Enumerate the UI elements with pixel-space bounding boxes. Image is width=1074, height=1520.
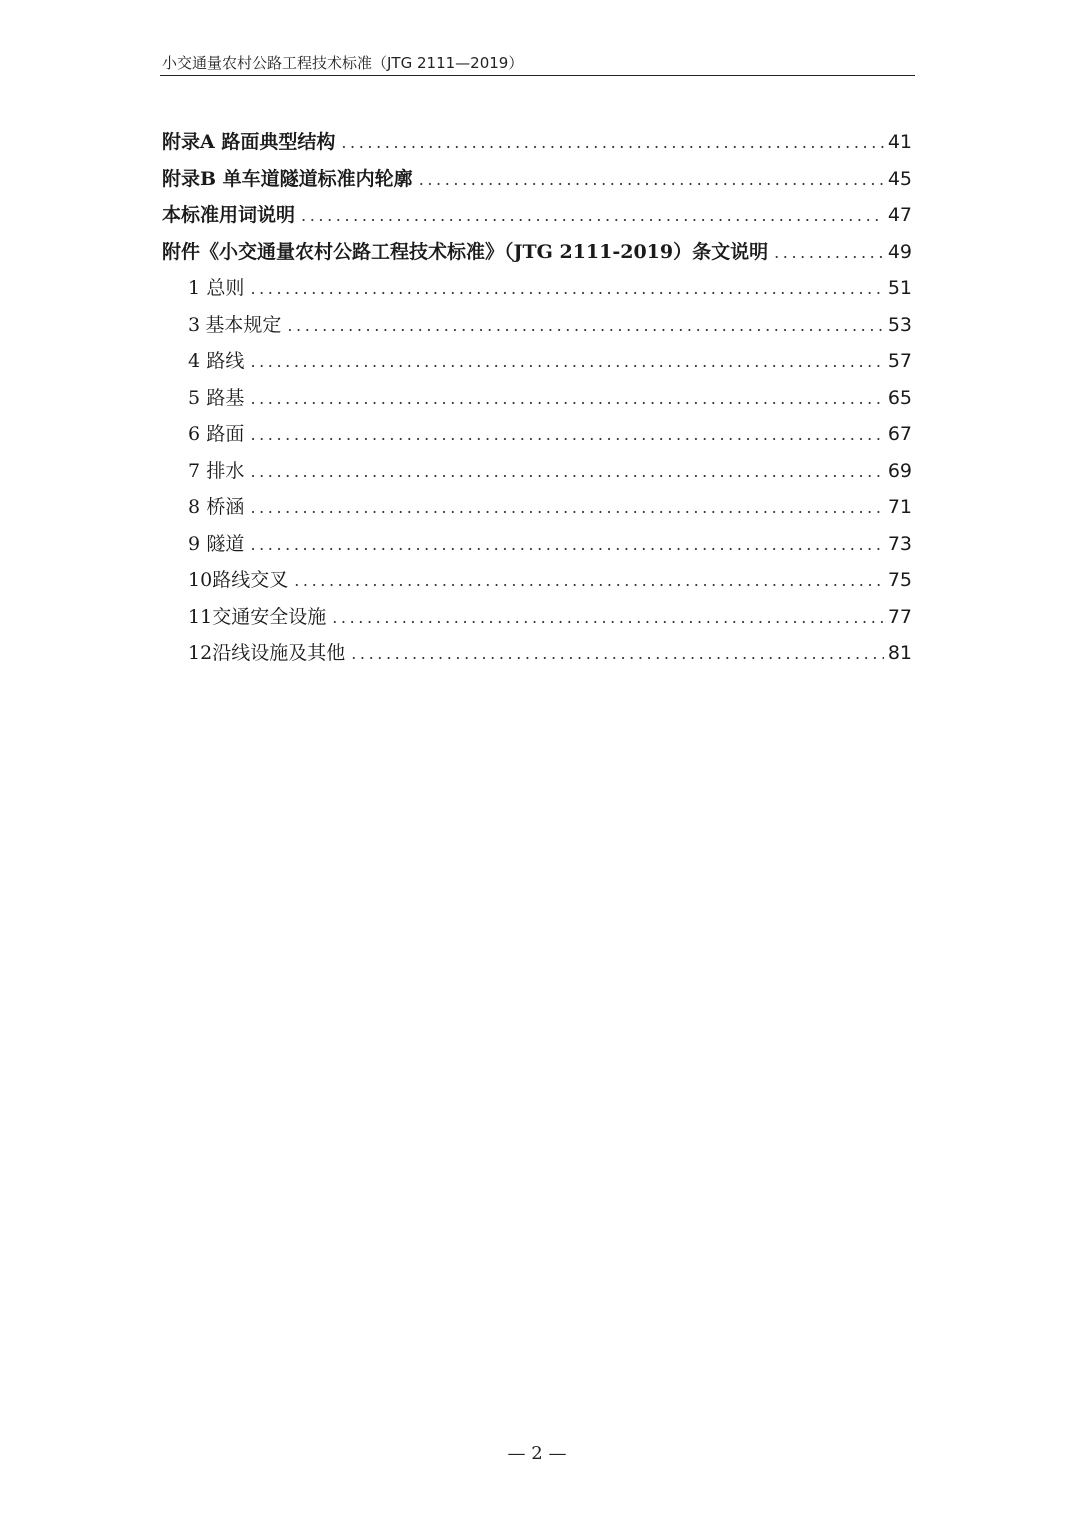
leader-dots xyxy=(287,316,883,335)
toc-entry-number: 10 xyxy=(188,569,213,591)
toc-entry-page: 45 xyxy=(887,167,912,190)
toc-entry-number: 1 xyxy=(188,277,201,299)
toc-entry-title: 附录B 单车道隧道标准内轮廓 xyxy=(162,167,413,190)
toc-entry-page: 51 xyxy=(887,277,912,299)
toc-entry-title: 桥涵 xyxy=(206,496,245,518)
leader-dots xyxy=(250,462,883,481)
toc-entry[interactable] xyxy=(162,383,912,420)
page-footer xyxy=(0,1443,1074,1464)
toc-entry[interactable] xyxy=(162,200,912,237)
toc-entry-title: 总则 xyxy=(206,277,245,299)
toc-entry-page: 73 xyxy=(887,532,912,555)
toc-entry-page: 71 xyxy=(887,496,912,518)
leader-dots xyxy=(341,133,883,152)
toc-entry-page: 77 xyxy=(887,605,912,628)
toc-entry-number: 4 xyxy=(188,350,201,372)
toc-entry-number: 8 xyxy=(188,496,201,518)
toc-entry-number: 5 xyxy=(188,386,201,409)
table-of-contents xyxy=(162,127,912,675)
leader-dots xyxy=(332,608,884,627)
toc-entry-page: 53 xyxy=(887,313,912,336)
toc-entry[interactable] xyxy=(162,529,912,566)
toc-entry-number: 9 xyxy=(188,532,201,555)
toc-entry-title: 排水 xyxy=(206,459,245,482)
toc-entry[interactable] xyxy=(162,602,912,639)
leader-dots xyxy=(250,498,883,517)
toc-entry-title: 路面 xyxy=(206,423,245,445)
toc-entry-title: 附件《小交通量农村公路工程技术标准》（JTG 2111-2019）条文说明 xyxy=(162,240,769,263)
toc-entry-page: 67 xyxy=(887,423,912,445)
page-header xyxy=(160,50,915,76)
toc-entry-title: 本标准用词说明 xyxy=(162,204,296,226)
leader-dots xyxy=(774,243,884,262)
toc-entry[interactable] xyxy=(162,310,912,347)
toc-entry-title: 附录A 路面典型结构 xyxy=(162,131,336,153)
leader-dots xyxy=(250,352,883,371)
toc-entry[interactable] xyxy=(162,492,912,529)
toc-entry[interactable] xyxy=(162,237,912,274)
toc-entry-page: 69 xyxy=(887,459,912,482)
toc-entry-number: 6 xyxy=(188,423,201,445)
toc-entry-title: 沿线设施及其他 xyxy=(212,642,346,664)
toc-entry-number: 3 xyxy=(188,313,201,336)
toc-entry[interactable] xyxy=(162,346,912,383)
toc-entry-title: 路线交叉 xyxy=(212,569,289,591)
toc-entry-page: 47 xyxy=(887,204,912,226)
toc-entry-page: 75 xyxy=(887,569,912,591)
toc-entry-number: 7 xyxy=(188,459,201,482)
toc-entry[interactable] xyxy=(162,273,912,310)
toc-entry-page: 81 xyxy=(887,642,912,664)
toc-entry-title: 交通安全设施 xyxy=(212,605,327,628)
toc-entry-page: 49 xyxy=(887,240,912,263)
toc-entry[interactable] xyxy=(162,456,912,493)
leader-dots xyxy=(294,571,884,590)
toc-entry-title: 路线 xyxy=(206,350,245,372)
toc-entry-number: 11 xyxy=(188,605,213,628)
toc-entry-page: 57 xyxy=(887,350,912,372)
leader-dots xyxy=(250,389,883,408)
toc-entry-title: 路基 xyxy=(206,386,245,409)
toc-entry[interactable] xyxy=(162,164,912,201)
toc-entry[interactable] xyxy=(162,638,912,675)
toc-entry-title: 隧道 xyxy=(206,532,245,555)
leader-dots xyxy=(250,279,883,298)
footer-page-number: — 2 — xyxy=(507,1443,567,1464)
leader-dots xyxy=(301,206,884,225)
toc-entry[interactable] xyxy=(162,419,912,456)
toc-entry-page: 41 xyxy=(887,131,912,153)
leader-dots xyxy=(419,170,884,189)
leader-dots xyxy=(250,425,883,444)
toc-entry-number: 12 xyxy=(188,642,213,664)
leader-dots xyxy=(250,535,883,554)
toc-entry[interactable] xyxy=(162,565,912,602)
toc-entry-page: 65 xyxy=(887,386,912,409)
toc-entry-title: 基本规定 xyxy=(205,313,282,336)
toc-entry[interactable] xyxy=(162,127,912,164)
leader-dots xyxy=(351,644,884,663)
header-title: 小交通量农村公路工程技术标准（JTG 2111—2019） xyxy=(162,54,524,72)
